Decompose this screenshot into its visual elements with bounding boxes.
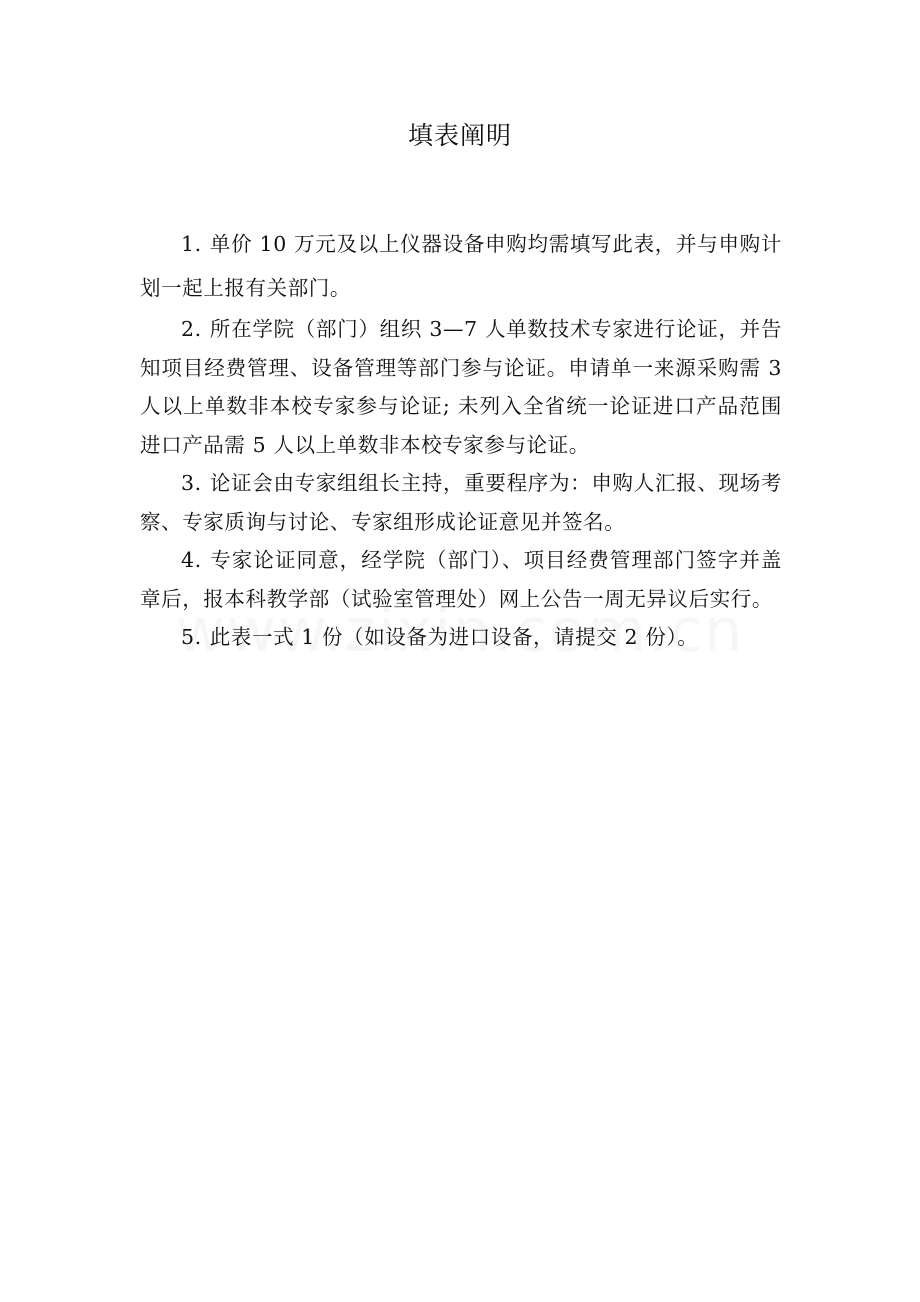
item-text: 专家论证同意，经学院（部门）、项目经费管理部门签字并盖章后，报本科教学部（试验室管理处）网上公告一周无异议后实行。 xyxy=(140,548,782,611)
instruction-item-5 xyxy=(140,618,782,657)
item-text: 所在学院（部门）组织 3—7 人单数技术专家进行论证，并告知项目经费管理、设备管理等部门参与论证。申请单一来源采购需 3 人以上单数非本校专家参与论证; 未列入全省统一论证进口产品范围进口产品需 5 人以上单数非本校专家参与论证。 xyxy=(140,317,782,457)
item-text: 论证会由专家组组长主持，重要程序为：申购人汇报、现场考察、专家质询与讨论、专家组形成论证意见并签名。 xyxy=(140,471,782,534)
instruction-item-2 xyxy=(140,310,782,464)
item-text: 此表一式 1 份（如设备为进口设备，请提交 2 份）。 xyxy=(209,625,699,649)
instructions-list xyxy=(140,222,782,657)
item-text: 单价 10 万元及以上仪器设备申购均需填写此表，并与申购计划一起上报有关部门。 xyxy=(140,232,782,300)
item-number: 4. xyxy=(181,548,202,572)
item-number: 3. xyxy=(181,471,202,495)
page-title: 填表阐明 xyxy=(407,121,512,150)
item-number: 2. xyxy=(181,317,202,341)
instruction-item-1 xyxy=(140,222,782,310)
instruction-item-3 xyxy=(140,464,782,541)
instruction-item-4 xyxy=(140,541,782,618)
item-number: 1. xyxy=(181,232,202,256)
item-number: 5. xyxy=(181,625,202,649)
